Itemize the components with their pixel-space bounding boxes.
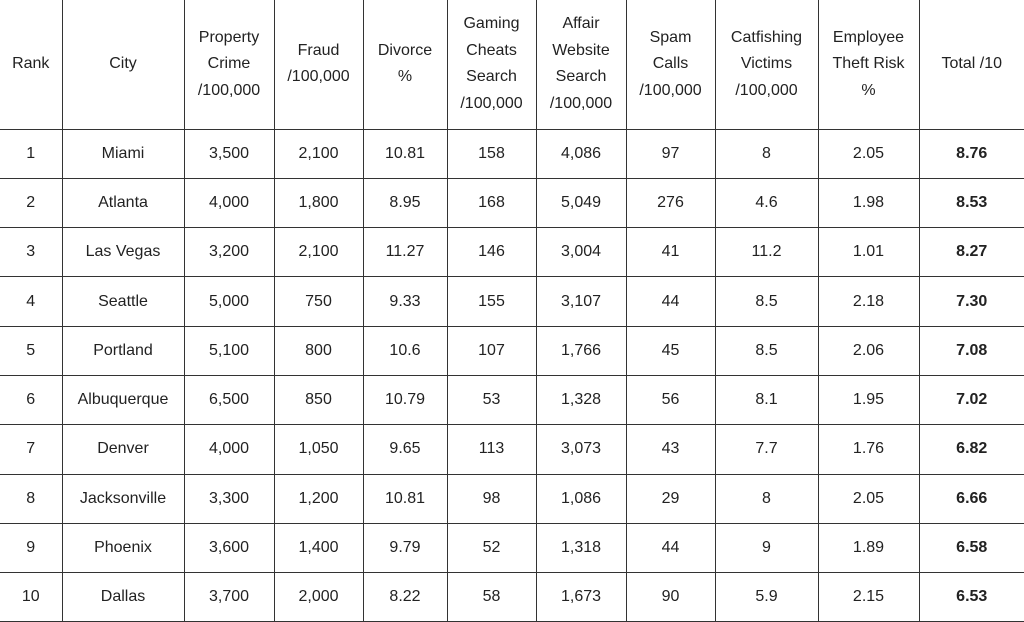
column-header: [715, 0, 818, 129]
table-cell: 1.01: [818, 228, 919, 277]
table-row: [0, 129, 1024, 178]
table-cell: 1.76: [818, 425, 919, 474]
table-cell: 97: [626, 129, 715, 178]
table-cell: 5.9: [715, 573, 818, 622]
table-cell: 5,049: [536, 178, 626, 227]
rank-cell: 2: [0, 178, 62, 227]
table-cell: 1,318: [536, 523, 626, 572]
column-header: [818, 0, 919, 129]
total-cell: 7.08: [919, 326, 1024, 375]
rank-cell: 1: [0, 129, 62, 178]
table-cell: 3,200: [184, 228, 274, 277]
column-header-line: Search: [555, 68, 607, 86]
table-cell: 1.89: [818, 523, 919, 572]
table-cell: 1,766: [536, 326, 626, 375]
table-cell: 8: [715, 129, 818, 178]
city-cell: Phoenix: [62, 523, 184, 572]
column-header-line: Total /10: [941, 55, 1002, 72]
table-cell: 10.81: [363, 474, 447, 523]
table-cell: 3,300: [184, 474, 274, 523]
table-cell: 1.95: [818, 375, 919, 424]
table-cell: 9.79: [363, 523, 447, 572]
table-cell: 6,500: [184, 375, 274, 424]
table-cell: 8.1: [715, 375, 818, 424]
table-cell: 2.05: [818, 474, 919, 523]
column-header: [62, 0, 184, 129]
column-header: [536, 0, 626, 129]
column-header: [626, 0, 715, 129]
table-cell: 2.06: [818, 326, 919, 375]
table-row: [0, 228, 1024, 277]
table-header: [0, 0, 1024, 129]
table-cell: 158: [447, 129, 536, 178]
table-cell: 8.5: [715, 277, 818, 326]
city-cell: Dallas: [62, 573, 184, 622]
table-cell: 276: [626, 178, 715, 227]
column-header-line: Website: [552, 41, 610, 59]
table-row: [0, 573, 1024, 622]
table-cell: 44: [626, 277, 715, 326]
column-header-line: Property: [198, 28, 260, 46]
table-cell: 9.65: [363, 425, 447, 474]
table-cell: 43: [626, 425, 715, 474]
total-cell: 7.30: [919, 277, 1024, 326]
table-cell: 107: [447, 326, 536, 375]
city-cell: Miami: [62, 129, 184, 178]
table-cell: 1,050: [274, 425, 363, 474]
table-cell: 8: [715, 474, 818, 523]
table-cell: 1,200: [274, 474, 363, 523]
rank-cell: 5: [0, 326, 62, 375]
rank-cell: 3: [0, 228, 62, 277]
total-cell: 8.27: [919, 228, 1024, 277]
table-cell: 56: [626, 375, 715, 424]
column-header-line: %: [861, 81, 876, 99]
table-cell: 8.22: [363, 573, 447, 622]
table-cell: 3,600: [184, 523, 274, 572]
column-header-line: Catfishing: [730, 28, 803, 46]
table-cell: 11.27: [363, 228, 447, 277]
column-header-line: Crime: [207, 55, 251, 72]
table-cell: 98: [447, 474, 536, 523]
rank-cell: 4: [0, 277, 62, 326]
column-header-line: /100,000: [460, 94, 523, 112]
table-cell: 90: [626, 573, 715, 622]
table-row: [0, 523, 1024, 572]
table-cell: 3,500: [184, 129, 274, 178]
table-cell: 8.95: [363, 178, 447, 227]
column-header-line: /100,000: [197, 81, 261, 99]
column-header-line: Victims: [740, 55, 793, 72]
column-header-line: Employee: [832, 28, 905, 46]
table-cell: 2,000: [274, 573, 363, 622]
table-row: [0, 277, 1024, 326]
table-cell: 2,100: [274, 228, 363, 277]
table-cell: 4,086: [536, 129, 626, 178]
city-cell: Seattle: [62, 277, 184, 326]
column-header-line: Spam: [649, 28, 692, 46]
total-cell: 6.58: [919, 523, 1024, 572]
city-cell: Las Vegas: [62, 228, 184, 277]
column-header: [919, 0, 1024, 129]
rank-cell: 6: [0, 375, 62, 424]
column-header: [184, 0, 274, 129]
column-header-line: Theft Risk: [832, 55, 905, 72]
table-cell: 8.5: [715, 326, 818, 375]
column-header-line: Gaming: [463, 15, 520, 33]
table-cell: 5,100: [184, 326, 274, 375]
table-cell: 168: [447, 178, 536, 227]
table-cell: 58: [447, 573, 536, 622]
column-header-line: /100,000: [549, 94, 613, 112]
table-cell: 3,073: [536, 425, 626, 474]
table-cell: 9.33: [363, 277, 447, 326]
table-cell: 1.98: [818, 178, 919, 227]
table-cell: 11.2: [715, 228, 818, 277]
rank-cell: 8: [0, 474, 62, 523]
table-cell: 155: [447, 277, 536, 326]
rank-cell: 10: [0, 573, 62, 622]
table-row: [0, 425, 1024, 474]
table-cell: 1,673: [536, 573, 626, 622]
column-header-line: City: [109, 55, 137, 72]
column-header-line: %: [397, 68, 413, 86]
city-cell: Portland: [62, 326, 184, 375]
column-header: [0, 0, 62, 129]
table-row: [0, 178, 1024, 227]
table-cell: 53: [447, 375, 536, 424]
column-header-line: Fraud: [297, 41, 340, 59]
table-cell: 52: [447, 523, 536, 572]
total-cell: 7.02: [919, 375, 1024, 424]
column-header: [447, 0, 536, 129]
city-cell: Denver: [62, 425, 184, 474]
column-header-line: /100,000: [639, 81, 702, 99]
table-cell: 3,700: [184, 573, 274, 622]
table-cell: 113: [447, 425, 536, 474]
table-row: [0, 474, 1024, 523]
table-cell: 44: [626, 523, 715, 572]
table-cell: 2.18: [818, 277, 919, 326]
table-cell: 750: [274, 277, 363, 326]
table-cell: 9: [715, 523, 818, 572]
table-cell: 800: [274, 326, 363, 375]
table-cell: 4,000: [184, 178, 274, 227]
table-cell: 2.15: [818, 573, 919, 622]
rank-cell: 7: [0, 425, 62, 474]
column-header-line: Cheats: [466, 41, 517, 59]
table-cell: 41: [626, 228, 715, 277]
column-header-line: Rank: [12, 55, 50, 72]
table-cell: 1,800: [274, 178, 363, 227]
table-cell: 10.6: [363, 326, 447, 375]
table-cell: 4,000: [184, 425, 274, 474]
total-cell: 6.66: [919, 474, 1024, 523]
table-cell: 29: [626, 474, 715, 523]
table-cell: 1,400: [274, 523, 363, 572]
table-cell: 3,107: [536, 277, 626, 326]
table-cell: 5,000: [184, 277, 274, 326]
total-cell: 8.53: [919, 178, 1024, 227]
table-cell: 2,100: [274, 129, 363, 178]
table-cell: 10.79: [363, 375, 447, 424]
table-cell: 1,086: [536, 474, 626, 523]
column-header-line: Calls: [652, 55, 689, 72]
table-cell: 1,328: [536, 375, 626, 424]
table-row: [0, 326, 1024, 375]
city-cell: Atlanta: [62, 178, 184, 227]
table-cell: 3,004: [536, 228, 626, 277]
column-header-line: /100,000: [287, 68, 350, 86]
column-header-line: Search: [466, 68, 517, 86]
column-header-line: Affair: [562, 15, 600, 33]
table-cell: 7.7: [715, 425, 818, 474]
table-cell: 45: [626, 326, 715, 375]
table-cell: 4.6: [715, 178, 818, 227]
rank-cell: 9: [0, 523, 62, 572]
table-row: [0, 375, 1024, 424]
table-body: [0, 129, 1024, 622]
total-cell: 6.82: [919, 425, 1024, 474]
city-cell: Jacksonville: [62, 474, 184, 523]
total-cell: 8.76: [919, 129, 1024, 178]
total-cell: 6.53: [919, 573, 1024, 622]
column-header: [274, 0, 363, 129]
column-header-line: Divorce: [377, 41, 433, 59]
column-header-line: /100,000: [735, 81, 798, 99]
table-cell: 10.81: [363, 129, 447, 178]
table-cell: 146: [447, 228, 536, 277]
table-cell: 850: [274, 375, 363, 424]
column-header: [363, 0, 447, 129]
table-cell: 2.05: [818, 129, 919, 178]
city-cell: Albuquerque: [62, 375, 184, 424]
header-row: [0, 0, 1024, 129]
